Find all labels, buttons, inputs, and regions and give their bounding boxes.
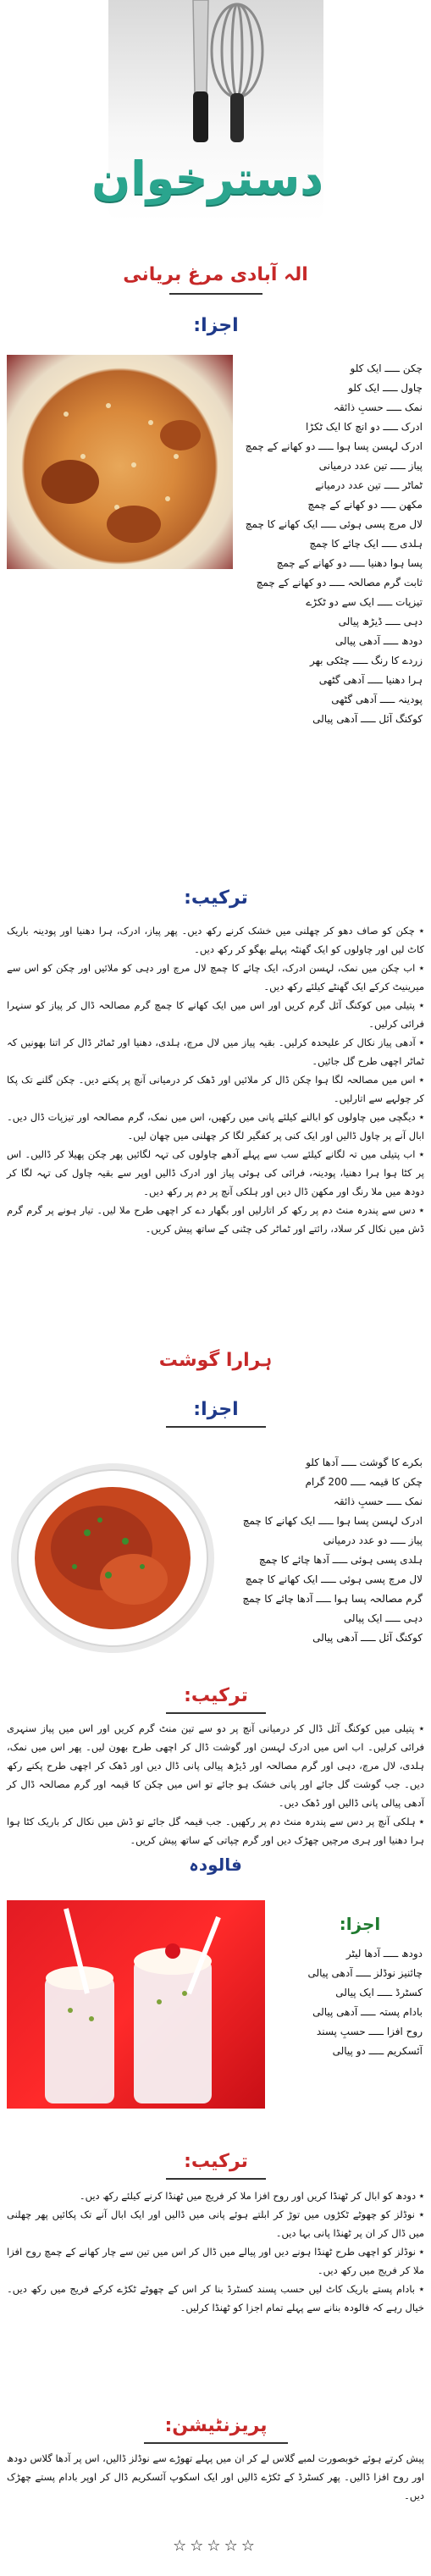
method-text bbox=[7, 2186, 424, 2317]
method-step: ٭ نوڈلز کو چھوٹے ٹکڑوں میں توڑ کر ابلتے ہوئے پانی میں ڈالیں اور ایک ابال آنے تک پکائیں پھر چھلنی میں ڈال کر ان پر ٹھنڈا پانی بہا دیں۔ bbox=[7, 2208, 424, 2239]
method-step: ٭ دس سے پندرہ منٹ دم پر رکھ کر اتارلیں اور بگھار دے کر اچھی طرح ملا لیں۔ تیار ہونے پر گرم گرم ڈش میں نکال کر سلاد، رائتے اور ٹماٹر کی چٹنی کے ساتھ پیش کریں۔ bbox=[7, 1204, 424, 1235]
presentation-text bbox=[7, 2449, 424, 2505]
recipe-title: فالودہ bbox=[189, 1855, 242, 1875]
method-step: ٭ اب چکن میں نمک، لہسن ادرک، ایک چائے کا چمچ لال مرچ اور دہی کو ملائیں اور چکن کو اس سے میرینیٹ کرکے ایک گھنٹے کیلئے رکھ دیں۔ bbox=[7, 962, 424, 992]
method-step: ٭ اس میں مصالحہ لگا ہوا چکن ڈال کر ملائیں اور ڈھک کر درمیانی آنچ پر پکنے دیں۔ چکن گلنے تک پکا کر چولہے سے اتارلیں۔ bbox=[7, 1074, 424, 1104]
method-step: ٭ آدھی پیاز نکال کر علیحدہ کرلیں۔ بقیہ پیاز میں لال مرچ، ہلدی، دھنیا اور ٹماٹر ڈال کر اتنا بھونیں کہ ٹماٹر اچھی طرح گل جائیں۔ bbox=[7, 1036, 424, 1067]
method-step: ٭ نوڈلز کو اچھی طرح ٹھنڈا ہونے دیں اور پیالے میں ڈال کر اس میں تین سے چار کھانے کے چمچ روح افزا ملا کر فریج میں رکھ دیں۔ bbox=[7, 2246, 424, 2276]
ingredients-list bbox=[246, 359, 423, 729]
ingredient-item: ہلدی پسی ہوئی ـــــ آدھا چائے کا چمچ bbox=[258, 1554, 423, 1566]
ingredient-item: پیاز ـــــ دو عدد درمیانی bbox=[323, 1534, 423, 1546]
title-underline bbox=[169, 293, 262, 295]
ingredient-item: ٹماٹر ـــــ تین عدد درمیانے bbox=[315, 479, 423, 491]
recipe-title: الہ آبادی مرغ بریانی bbox=[123, 264, 308, 285]
ingredient-item: زردے کا رنگ ـــــ چٹکی بھر bbox=[309, 655, 423, 666]
method-text bbox=[7, 921, 424, 1238]
ingredient-item: کوکنگ آئل ـــــ آدھی پیالی bbox=[312, 1632, 423, 1644]
footer-stars: ☆☆☆☆☆ bbox=[173, 2537, 258, 2555]
heading-underline bbox=[166, 1426, 266, 1428]
ingredient-item: ہرا دھنیا ـــــ آدھی گٹھی bbox=[318, 674, 423, 686]
ingredient-item: بکرے کا گوشت ـــــ آدھا کلو bbox=[306, 1457, 423, 1468]
heading-underline bbox=[166, 2178, 266, 2180]
falooda-photo bbox=[7, 1900, 265, 2109]
knife-and-whisk-icon bbox=[142, 0, 290, 144]
ingredient-item: ادرک لہسن پسا ہوا ـــــ ایک کھانے کا چمچ bbox=[242, 1515, 423, 1527]
ingredients-heading: اجزا: bbox=[339, 1914, 381, 1934]
ingredient-item: نمک ـــــ حسبِ ذائقہ bbox=[333, 401, 423, 413]
ingredient-item: ثابت گرم مصالحہ ـــــ دو کھانے کے چمچ bbox=[256, 577, 423, 589]
presentation-paragraph: پیش کرتے ہوئے خوبصورت لمبے گلاس لے کر ان میں پہلے تھوڑے سے نوڈلز ڈالیں، اس پر آدھا گلاس دودھ اور روح افزا ڈالیں۔ پھر کسٹرڈ کے ٹکڑے ڈالیں اور ایک اسکوپ آئسکریم ڈال کر اوپر بادام پستے چھڑک دیں۔ bbox=[7, 2452, 424, 2501]
method-step: ٭ بادام پستے باریک کاٹ لیں حسب پسند کسٹرڈ بنا کر اس کے چھوٹے ٹکڑے کرکے فریج میں رکھ دیں۔ خیال رہے کہ فالودہ بنانے سے پہلے تمام اجزا کو ٹھنڈا کرلیں۔ bbox=[7, 2283, 424, 2313]
ingredient-item: ادرک لہسن پسا ہوا ـــــ دو کھانے کے چمچ bbox=[245, 440, 423, 452]
ingredient-item: چائنیز نوڈلز ـــــ آدھی پیالی bbox=[307, 1967, 423, 1979]
ingredients-heading: اجزا: bbox=[193, 1399, 239, 1420]
method-heading: ترکیب: bbox=[184, 1685, 248, 1706]
method-step: ٭ پتیلی میں کوکنگ آئل گرم کریں اور اس میں ایک کھانے کا چمچ گرم مصالحہ ڈال کر پیاز کو سنہرا فرائی کرلیں۔ bbox=[7, 999, 424, 1030]
ingredient-item: پودینہ ـــــ آدھی گٹھی bbox=[331, 694, 423, 705]
ingredient-item: چکن کا قیمہ ـــــ 200 گرام bbox=[305, 1476, 423, 1488]
method-step: ٭ چکن کو صاف دھو کر چھلنی میں خشک کرنے رکھ دیں۔ پھر پیاز، ادرک، ہرا دھنیا اور پودینہ باریک کاٹ لیں اور چاولوں کو ایک گھنٹہ پہلے بھگو کر رکھ دیں۔ bbox=[7, 925, 424, 955]
ingredient-item: دودھ ـــــ آدھا لیٹر bbox=[345, 1948, 423, 1960]
ingredients-heading: اجزا: bbox=[193, 315, 239, 336]
ingredient-item: پسا ہوا دھنیا ـــــ دو کھانے کے چمچ bbox=[276, 557, 423, 569]
ingredient-item: نمک ـــــ حسبِ ذائقہ bbox=[333, 1495, 423, 1507]
method-step: ٭ پتیلی میں کوکنگ آئل ڈال کر درمیانی آنچ پر دو سے تین منٹ گرم کریں اور اس میں پیاز سنہری فرائی کرلیں۔ اب اس میں ادرک لہسن اور گوشت ڈال کر اچھی طرح بھون لیں۔ پھر اس میں نمک، ہلدی، لال مرچ، دہی اور گرم مصالحہ اور ڈیڑھ پیالی پانی ڈال دیں اور ڈھک کر اچھی طرح پکنے رکھ دیں۔ جب گوشت گل جائے اور پانی خشک ہو جائے تو اس میں چکن کا قیمہ اور گرم مصالحہ ڈال کر آدھی پیالی پانی ڈالیں اور ڈھک دیں۔ bbox=[7, 1722, 424, 1809]
ingredient-item: کسٹرڈ ـــــ ایک پیالی bbox=[335, 1987, 423, 1998]
presentation-heading: پریزنٹیشن: bbox=[164, 2415, 268, 2436]
ingredient-item: دودھ ـــــ آدھی پیالی bbox=[334, 635, 423, 647]
biryani-photo bbox=[7, 355, 233, 569]
ingredient-item: مکھن ـــــ دو کھانے کے چمچ bbox=[307, 499, 423, 511]
site-logo: دسترخوان bbox=[91, 152, 323, 205]
ingredient-item: دہی ـــــ ڈیڑھ پیالی bbox=[338, 616, 423, 627]
ingredient-item: گرم مصالحہ پسا ہوا ـــــ آدھا چائے کا چمچ bbox=[242, 1593, 423, 1605]
method-step: ٭ اب پتیلی میں تہ لگانے کیلئے سب سے پہلے آدھے چاولوں کی تہہ لگائیں پھر چکن پھیلا کر ڈالیں۔ اس پر کٹا ہوا ہرا دھنیا، پودینہ، فرائی کی ہوئی پیاز اور ادرک ڈالیں اوپر سے بقیہ چاول کی تہہ لگا کر دودھ میں ملا رنگ اور مکھن ڈال دیں اور ہلکی آنچ پر دم پر رکھ دیں۔ bbox=[7, 1148, 424, 1197]
method-heading: ترکیب: bbox=[184, 887, 248, 909]
heading-underline bbox=[144, 2442, 288, 2444]
ingredient-item: ہلدی ـــــ ایک چائے کا چمچ bbox=[309, 538, 423, 550]
ingredient-item: کوکنگ آئل ـــــ آدھی پیالی bbox=[312, 713, 423, 725]
method-text bbox=[7, 1719, 424, 1849]
method-step: ٭ دیگچی میں چاولوں کو ابالنے کیلئے پانی میں رکھیں، اس میں نمک، گرم مصالحہ اور تیزپات ڈال دیں۔ ابال آنے پر چاول ڈالیں اور ایک کنی پر کفگیر لگا کر چھلنی میں چھان لیں۔ bbox=[7, 1111, 424, 1142]
masthead bbox=[91, 0, 323, 222]
ingredient-item: آئسکریم ـــــ دو پیالی bbox=[332, 2045, 423, 2057]
heading-underline bbox=[166, 1712, 266, 1714]
ingredient-item: چاول ـــــ ایک کلو bbox=[348, 382, 423, 394]
ingredient-item: دہی ـــــ ایک پیالی bbox=[343, 1612, 423, 1624]
method-heading: ترکیب: bbox=[184, 2151, 248, 2172]
ingredients-list bbox=[307, 1944, 423, 2061]
ingredient-item: ادرک ـــــ دو انچ کا ایک ٹکڑا bbox=[306, 421, 423, 433]
method-step: ٭ دودھ کو ابال کر ٹھنڈا کریں اور روح افزا ملا کر فریج میں ٹھنڈا کرنے کیلئے رکھ دیں۔ bbox=[79, 2190, 424, 2202]
ingredients-list bbox=[242, 1453, 423, 1648]
recipe-title: ہرارا گوشت bbox=[158, 1350, 273, 1371]
method-step: ٭ ہلکی آنچ پر دس سے پندرہ منٹ دم پر رکھیں۔ جب قیمہ گل جائے تو ڈش میں نکال کر باریک کٹا ہوا ہرا دھنیا اور ہری مرچیں چھڑک دیں اور گرم چپاتی کے ساتھ پیش کریں۔ bbox=[7, 1816, 424, 1846]
hara-gosht-photo bbox=[7, 1440, 218, 1668]
ingredient-item: پیاز ـــــ تین عدد درمیانی bbox=[318, 460, 423, 472]
ingredient-item: چکن ـــــ ایک کلو bbox=[350, 362, 423, 374]
ingredient-item: روح افزا ـــــ حسبِ پسند bbox=[316, 2026, 423, 2037]
ingredient-item: لال مرچ پسی ہوئی ـــــ ایک کھانے کا چمچ bbox=[245, 518, 423, 530]
ingredient-item: تیزپات ـــــ ایک سے دو ٹکڑے bbox=[306, 596, 423, 608]
ingredient-item: بادام پستہ ـــــ آدھی پیالی bbox=[312, 2006, 423, 2018]
ingredient-item: لال مرچ پسی ہوئی ـــــ ایک کھانے کا چمچ bbox=[245, 1573, 423, 1585]
